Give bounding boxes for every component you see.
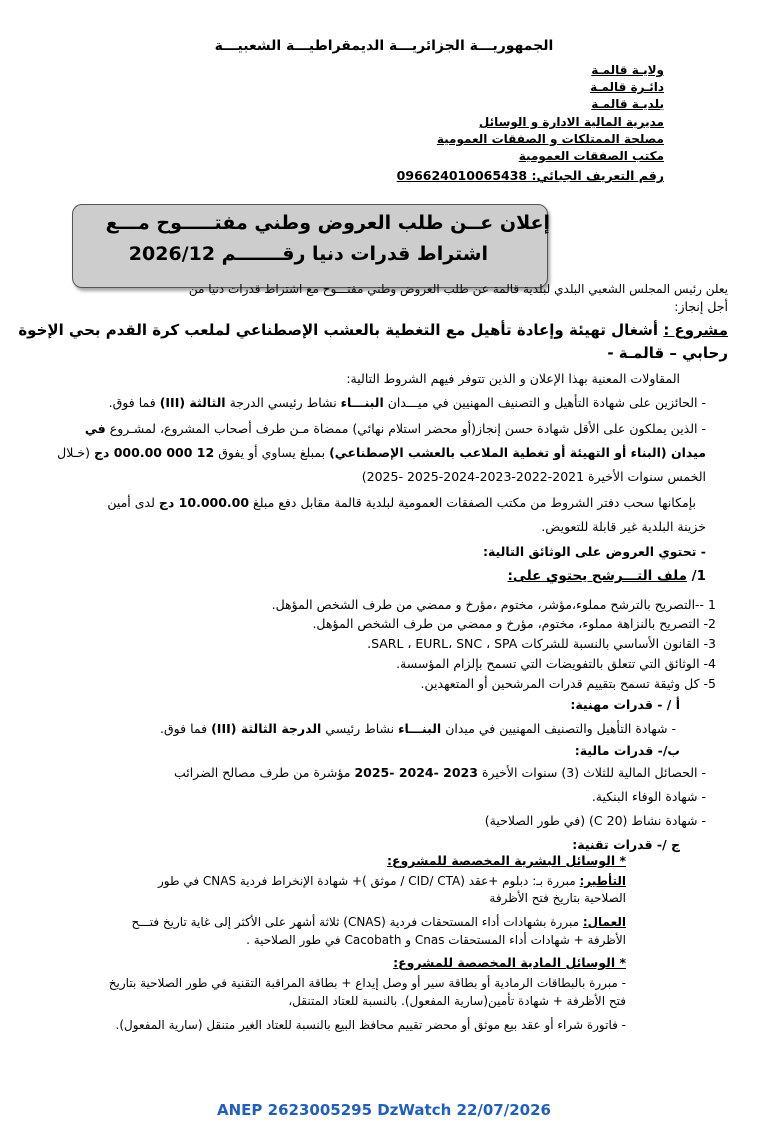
intro-line2: أجل إنجاز: [674,299,728,314]
financial-capacity-item-2: - شهادة الوفاء البنكية. [591,789,706,804]
offers-heading: - تحتوي العروض على الوثائق التالية: [482,544,706,559]
supervision-label: التأطير: [579,874,626,888]
withdraw-line2: خزينة البلدية غير قابلة للتعويض. [541,519,706,534]
admin-line-directorate: مديرية المالية الادارة و الوسائل [478,115,664,129]
financial-capacity-item-3: - شهادة نشاط (C 20) (في طور الصلاحية) [484,813,706,828]
material-item-1-line2: فتح الأظرفة + شهادة تأمين(سارية المفعول). بالنسبة للعتاد المتنقل، [288,994,626,1008]
list-item: 5- كل وثيقة تسمح بتقييم قدرات المرشحين أو المتعهدين. [420,676,716,691]
workers-line1 [131,913,626,931]
financial-capacity-item-1 [174,764,706,782]
professional-capacity-field: البنـــاء [398,721,442,736]
list-item: 2- التصريح بالنزاهة مملوء، مختوم، مؤرخ و ممضي من طرف الشخص المؤهل. [312,616,716,631]
admin-line-service: مصلحة الممتلكات و الصفقات العمومية [436,132,664,146]
condition-2-period-open: (خـلال [57,445,90,460]
material-item-2: - فاتورة شراء أو عقد بيع موثق أو محضر تقييم محافظ البيع بالنسبة للعتاد الغير متنقل (سارية المفعول). [115,1018,626,1032]
condition-1-suffix: فما فوق. [108,395,156,410]
withdraw-text: بإمكانها سحب دفتر الشروط من مكتب الصفقات العمومية لبلدية قالمة مقابل دفع مبلغ [253,495,696,510]
workers-label: العمال: [582,915,626,929]
project-title-line2: رحابي – قالمـة - [607,344,728,362]
condition-2-field: ميدان (البناء أو التهيئة أو تغطية الملاعب بالعشب الإصطناعي) [329,445,706,460]
condition-2-amount: 12 000 000.00 دج [93,445,215,460]
condition-2-line3: الخمس سنوات الأخيرة 2021-2022-2023-2024-2025 -2025) [361,469,706,484]
supervision-line2: الصلاحية بتاريخ فتح الأظرفة [489,891,626,905]
project-label: مشروع : [663,321,728,339]
admin-line-daira: دائـرة قالمـة [590,80,664,94]
material-item-1-line1: - مبررة بالبطاقات الرمادية أو بطاقة سير أو وصل إيداع + بطاقة المراقبة التقنية في طور الصلاحية بتاريخ [108,976,626,990]
candidacy-file-heading [508,568,706,584]
financial-statements-text: - الحصائل المالية للثلاث (3) سنوات الأخيرة [481,765,706,780]
condition-2-text: - الذين يملكون على الأقل شهادة حسن إنجاز(أو محضر استلام نهائي) ممضاة مـن طرف أصحاب المشروع، لمشـروع [109,421,706,436]
list-item: 4- الوثائق التي تتعلق بالتفويضات التي تسمح بإلزام المؤسسة. [396,656,716,671]
technical-capacities-label: ج /- قدرات تقنية: [572,837,680,852]
condition-1-text: - الحائزين على شهادة التأهيل و التصنيف المهنيين في ميـــدان [387,395,706,410]
workers-line2: الأظرفة + شهادات أداء المستحقات Cnas و Cacobath في طور الصلاحية . [246,933,626,947]
professional-capacity-item [160,720,676,738]
publication-reference: ANEP 2623005295 DzWatch 22/07/2026 [217,1101,551,1119]
withdraw-line1 [107,494,696,512]
admin-line-commune: بلديـة قالمـة [591,97,664,111]
list-item: 1 --التصريح بالترشح مملوء،مؤشر، مختوم ،مؤرخ و ممضي من طرف الشخص المؤهل. [271,597,716,612]
admin-line-wilaya: ولايـة قالمـة [591,63,664,77]
financial-statements-years: 2023 -2024 -2025 [354,765,478,780]
project-title-line1 [18,318,728,342]
supervision-line1 [158,872,626,890]
supervision-text: مبررة بـ: دبلوم +عقد (CID/ CTA / موثق )+ شهادة الإنخراط فردية CNAS في طور [157,874,576,888]
condition-2-line2 [57,444,706,462]
human-resources-heading: * الوسائل البشرية المخصصة للمشروع: [386,853,626,868]
project-name: أشغال تهيئة وإعادة تأهيل مع التغطية بالعشب الإصطناعي لملعب كرة القدم بحي الإخوة [18,321,659,339]
intro-line1: يعلن رئيس المجلس الشعبي البلدي لبلدية قالمة عن طلب العروض وطني مفتـــوح مع اشتراط قدرات دنيا من [188,282,728,296]
professional-capacity-grade: الدرجة الثالثة (III) [211,721,322,736]
condition-2-in: في [84,421,106,436]
withdraw-suffix: لدى أمين [107,495,155,510]
admin-line-office: مكتب الصفقات العمومية [518,149,664,163]
professional-capacity-suffix: فما فوق. [160,721,208,736]
financial-statements-stamp: مؤشرة من طرف مصالح الضرائب [174,765,351,780]
condition-1-grade: الثالثة (III) [159,395,226,410]
condition-2-line1 [85,420,706,438]
candidacy-file-number: 1/ [691,568,706,584]
candidacy-file-title: ملف التـــرشح يحتوي على: [507,568,687,584]
condition-2-amount-label: بمبلغ يساوي أو يفوق [218,445,326,460]
list-item: 3- القانون الأساسي بالنسبة للشركات SARL ، EURL، SNC ، SPA. [367,636,716,651]
material-resources-heading: * الوسائل المادية المخصصة للمشروع: [393,955,626,970]
republic-title: الجمهوريـــة الجزائريـــة الديمقراطيـــة الشعبيـــة [214,38,554,54]
withdraw-fee: 10.000.00 دج [158,495,250,510]
condition-1-field: البنـــاء [340,395,384,410]
tax-id: رقم التعريف الجبائي: 096624010065438 [396,168,664,183]
professional-capacity-activity: نشاط رئيسي [325,721,395,736]
notice-title-line1: إعلان عــن طلب العروض وطني مفتـــــوح مـــع [105,212,550,234]
conditions-intro: المقاولات المعنية بهذا الإعلان و الذين تتوفر فيهم الشروط التالية: [346,371,680,386]
condition-1-activity: نشاط رئيسي الدرجة [229,395,337,410]
workers-text: مبررة بشهادات أداء المستحقات فردية (CNAS) ثلاثة أشهر على الأكثر إلى غاية تاريخ فتـــح [131,915,580,929]
professional-capacity-text: - شهادة التأهيل والتصنيف المهنيين في ميدان [445,721,676,736]
professional-capacities-label: أ / - قدرات مهنية: [570,697,680,712]
notice-title-line2: اشتراط قدرات دنيا رقـــــــم 2026/12 [128,243,488,265]
financial-capacities-label: ب/- قدرات مالية: [574,743,680,758]
condition-1 [109,394,706,412]
